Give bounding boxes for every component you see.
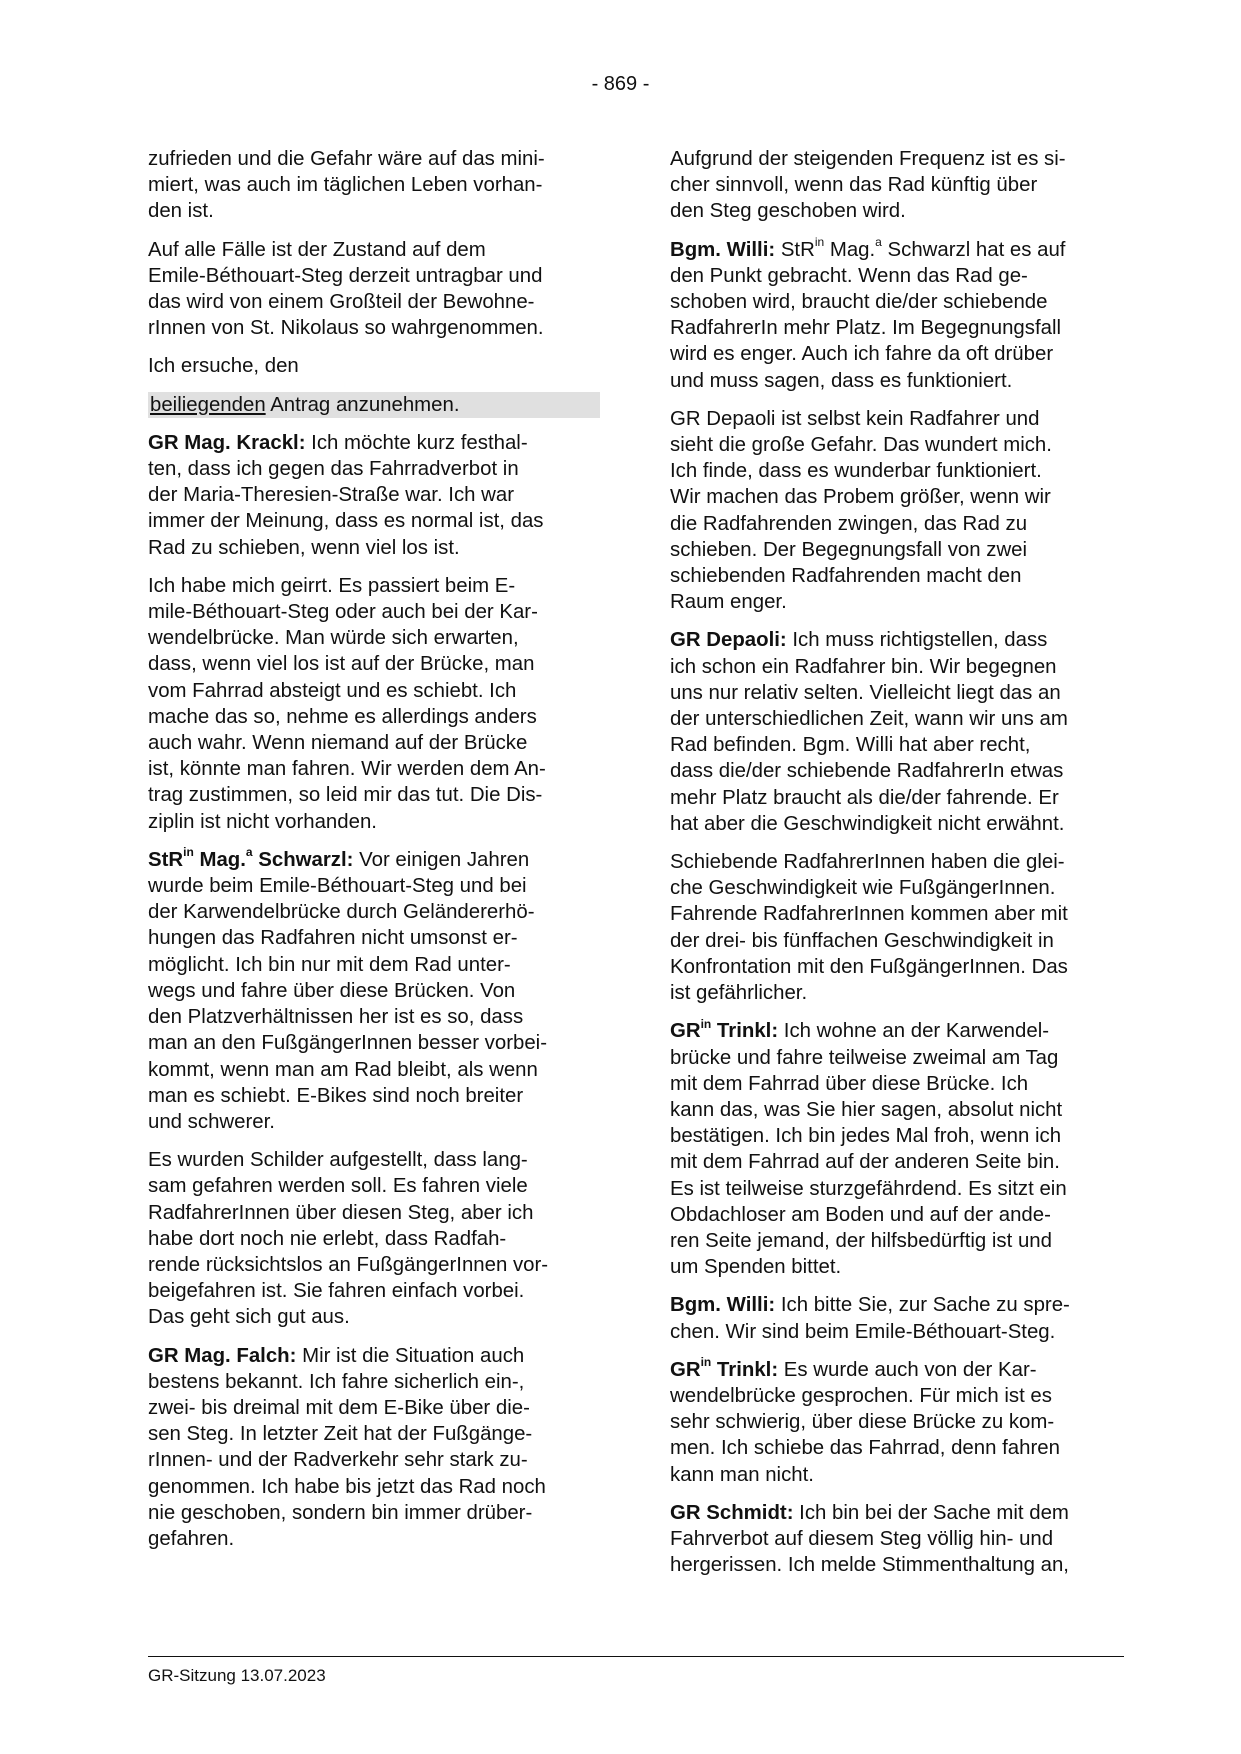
paragraph: Schiebende RadfahrerInnen haben die glei- che Geschwindigkeit wie FußgängerInnen. Fahrende RadfahrerInnen kommen aber mit der drei- bis fünffachen Geschwindigkeit in Konfrontation mit den FußgängerInnen. Das ist gefährlicher. [670,851,1068,1005]
speech-text: Ich wohne an der Karwendel- brücke und fahre teilweise zweimal am Tag mit dem Fahrrad über diese Brücke. Ich kann das, was Sie hier sagen, absolut nicht bestätigen. Ich bin jedes Mal froh, wenn ich mit dem Fahrrad auf der anderen Seite bin. Es ist teilweise sturzgefährdend. Es sitzt ein Obdachloser am Boden und auf der ande- ren Seite jemand, der hilfsbedürftig ist und um Spenden bittet. [670,1020,1067,1279]
speaker-name: GR Mag. Falch: [148,1344,297,1367]
speech-trinkl [670,1018,1125,1280]
motion-underlined-word: beiliegenden [150,393,266,416]
right-column [670,146,1125,1590]
speech-text: Ich bin bei der Sache mit dem Fahrverbot auf diesem Steg völlig hin- und hergerissen. Ich melde Stimmenthaltung an, [670,1501,1069,1577]
speech-willi: Bgm. Willi: StR$^{in}$ Mag.$^a$ Schwarzl hat es auf den Punkt gebracht. Wenn das Rad ge- schoben wird, braucht die/der schiebende RadfahrerIn mehr Platz. Im Begegnungsfall wird es enger. Auch ich fahre da oft drüber und muss sagen, dass es funktioniert. [670,234,1066,392]
paragraph: Ich ersuche, den [148,355,299,378]
paragraph: GR Depaoli ist selbst kein Radfahrer und sieht die große Gefahr. Das wundert mich. Ich finde, dass es wunderbar funktioniert. Wir machen das Probem größer, wenn wir die Radfahrenden zwingen, das Rad zu schieben. Der Begegnungsfall von zwei schiebenden Radfahrenden macht den Raum enger. [670,407,1052,614]
speaker-name: StR$^{in}$ Mag.$^a$ Schwarzl: [148,845,354,871]
paragraph: Es wurden Schilder aufgestellt, dass lang- sam gefahren werden soll. Es fahren viele RadfahrerInnen über diesen Steg, aber ich habe dort noch nie erlebt, dass Radfah- rende rücksichtslos an FußgängerInnen vor- beigefahren ist. Sie fahren einfach vorbei. Das geht sich gut aus. [148,1149,549,1329]
left-column [148,146,600,1564]
speaker-name: Bgm. Willi: [670,1294,776,1317]
speech-krackl [148,430,600,561]
paragraph: Auf alle Fälle ist der Zustand auf dem Emile-Béthouart-Steg derzeit untragbar und das wird von einem Großteil der Bewohne- rInnen von St. Nikolaus so wahrgenommen. [148,238,544,340]
speaker-name: GR Depaoli: [670,629,787,652]
paragraph: zufrieden und die Gefahr wäre auf das mini- miert, was auch im täglichen Leben vorhan- den ist. [148,148,545,223]
speaker-name: $GR^{in}$ Trinkl: [670,1354,779,1381]
paragraph: Aufgrund der steigenden Frequenz ist es si- cher sinnvoll, wenn das Rad künftig über den Steg geschoben wird. [670,148,1066,223]
speech-text: Vor einigen Jahren wurde beim Emile-Béthouart-Steg und bei der Karwendelbrücke durch Geländererhö- hungen das Radfahren nicht umsonst er- möglicht. Ich bin nur mit dem Rad unter- wegs und fahre über diese Brücken. Von den Platzverhältnissen her ist es so, dass man an den FußgängerInnen besser vorbei- kommt, wenn man am Rad bleibt, als wenn man es schiebt. E-Bikes sind noch breiter und schwerer. [148,848,547,1133]
speaker-name: GR Schmidt: [670,1501,794,1524]
speech-text: Ich muss richtigstellen, dass ich schon ein Radfahrer bin. Wir begegnen uns nur relativ selten. Vielleicht liegt das an der unterschiedlichen Zeit, wann wir uns am Rad befinden. Bgm. Willi hat aber recht, dass die/der schiebende RadfahrerIn etwas mehr Platz braucht als die/der fahrende. Er hat aber die Geschwindigkeit nicht erwähnt. [670,629,1068,835]
speech-trinkl [670,1354,1125,1488]
speech-falch [148,1343,600,1553]
speech-schwarzl [148,847,600,1135]
speaker-name: $GR^{in}$ Trinkl: [670,1016,779,1043]
speech-depaoli [670,627,1125,837]
speaker-name: Bgm. Willi: [670,238,776,261]
footer-text: GR-Sitzung 13.07.2023 [148,1666,326,1685]
speech-text: Ich möchte kurz festhal- ten, dass ich gegen das Fahrradverbot in der Maria-Theresien-Straße war. Ich war immer der Meinung, dass es normal ist, das Rad zu schieben, wenn viel los ist. [148,431,544,559]
motion-rest: Antrag anzunehmen. [265,393,460,416]
speech-schmidt [670,1500,1125,1579]
speech-text: Schwarzl hat es auf den Punkt gebracht. Wenn das Rad ge- schoben wird, braucht die/der schiebende RadfahrerIn mehr Platz. Im Begegnungsfall wird es enger. Auch ich fahre da oft drüber und muss sagen, dass es funktioniert. [670,238,1066,392]
page-number: - 869 - [591,73,650,95]
speaker-name: GR Mag. Krackl: [148,431,306,454]
speech-text: Mir ist die Situation auch bestens bekannt. Ich fahre sicherlich ein-, zwei- bis dreimal mit dem E-Bike über die- sen Steg. In letzter Zeit hat der Fußgänge- rInnen- und der Radverkehr sehr stark zu- genommen. Ich habe bis jetzt das Rad noch nie geschoben, sondern bin immer drüber- gefahren. [148,1344,546,1550]
footer-divider [148,1656,1124,1657]
speech-text: Ich bitte Sie, zur Sache zu spre- chen. Wir sind beim Emile-Béthouart-Steg. [670,1294,1070,1343]
paragraph: Ich habe mich geirrt. Es passiert beim E- mile-Béthouart-Steg oder auch bei der Kar- wendelbrücke. Man würde sich erwarten, dass, wenn viel los ist auf der Brücke, man vom Fahrrad absteigt und es schiebt. Ich mache das so, nehme es allerdings anders auch wahr. Wenn niemand auf der Brücke ist, könnte man fahren. Wir werden dem An- trag zustimmen, so leid mir das tut. Die Dis- ziplin ist nicht vorhanden. [148,574,546,833]
speech-willi [670,1292,1125,1344]
speech-text: Es wurde auch von der Kar- wendelbrücke gesprochen. Für mich ist es sehr schwierig, über diese Brücke zu kom- men. Ich schiebe das Fahrrad, denn fahren kann man nicht. [670,1358,1060,1486]
motion-line [148,392,600,418]
